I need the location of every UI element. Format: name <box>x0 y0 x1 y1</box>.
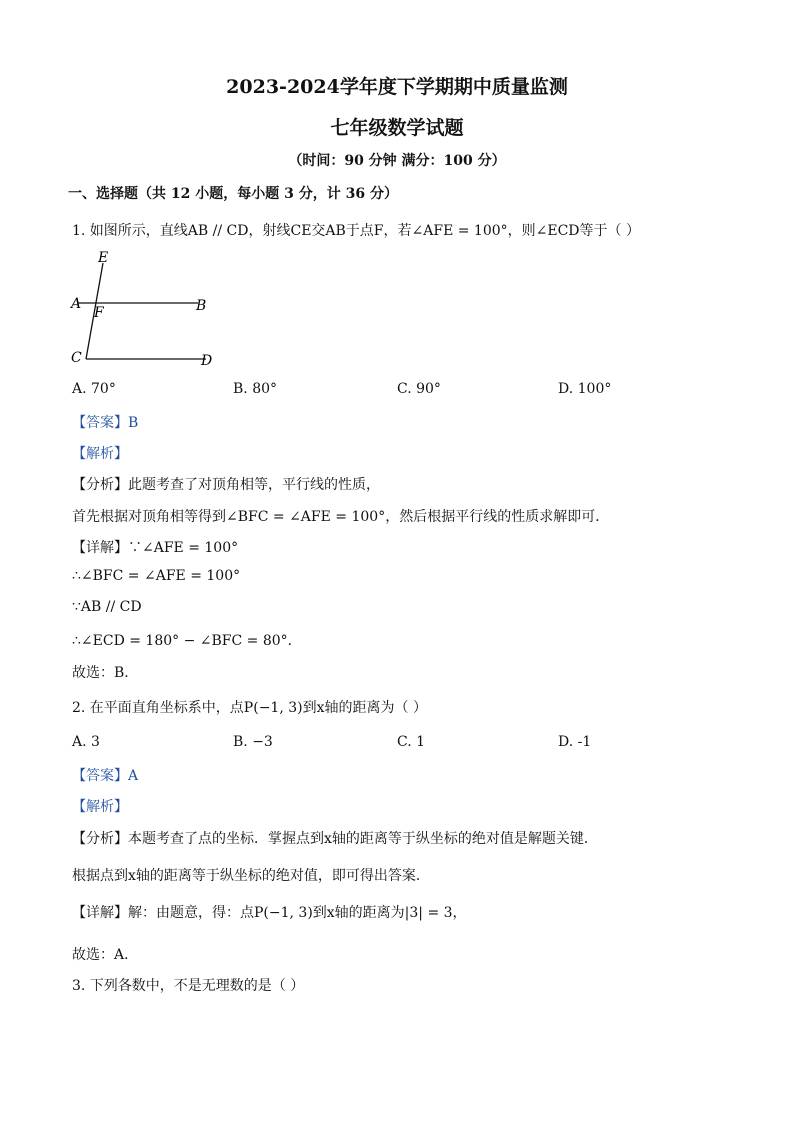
exam-subtitle: 七年级数学试题 <box>330 117 464 139</box>
q1-detail-2: ∴∠BFC = ∠AFE = 100° <box>72 568 241 584</box>
q2-choose: 故选：A． <box>72 947 139 963</box>
q2-option-d: D. -1 <box>558 734 592 750</box>
q2-analysis-tag: 【解析】 <box>72 799 128 815</box>
q3-stem: 3. 下列各数中，不是无理数的是（ ） <box>72 978 305 994</box>
label-C: C <box>71 350 82 366</box>
exam-info: （时间：90 分钟 满分：100 分） <box>288 153 506 169</box>
label-A: A <box>71 296 82 312</box>
label-D: D <box>201 353 213 369</box>
q2-option-b: B. −3 <box>233 734 273 750</box>
q2-analysis-1: 【分析】本题考查了点的坐标．掌握点到x轴的距离等于纵坐标的绝对值是解题关键． <box>72 831 598 847</box>
q1-option-a: A. 70° <box>72 381 116 397</box>
exam-title: 2023-2024学年度下学期期中质量监测 <box>226 76 568 98</box>
label-B: B <box>196 298 207 314</box>
section-heading: 一、选择题（共 12 小题，每小题 3 分，计 36 分） <box>68 186 398 202</box>
label-E: E <box>98 250 109 266</box>
q1-detail-3: ∵AB // CD <box>72 599 142 615</box>
label-F: F <box>94 305 104 321</box>
q1-detail-1: 【详解】∵∠AFE = 100° <box>72 540 239 556</box>
q1-answer: 【答案】B <box>72 415 139 431</box>
q1-option-c: C. 90° <box>397 381 441 397</box>
q1-figure <box>68 246 238 376</box>
q2-detail-1: 【详解】解：由题意，得：点P(−1, 3)到x轴的距离为|3| = 3， <box>72 905 467 921</box>
q2-option-a: A. 3 <box>72 734 100 750</box>
q1-option-d: D. 100° <box>558 381 612 397</box>
q2-option-c: C. 1 <box>397 734 426 750</box>
q1-detail-4: ∴∠ECD = 180° − ∠BFC = 80°． <box>72 633 302 649</box>
q1-choose: 故选：B． <box>72 665 139 681</box>
q1-analysis-tag: 【解析】 <box>72 446 128 462</box>
q1-stem: 1. 如图所示，直线AB // CD，射线CE交AB于点F，若∠AFE = 100°，则∠ECD等于（ ） <box>72 223 640 239</box>
q2-analysis-2: 根据点到x轴的距离等于纵坐标的绝对值，即可得出答案． <box>72 868 430 884</box>
q1-option-b: B. 80° <box>233 381 278 397</box>
q2-stem: 2. 在平面直角坐标系中，点P(−1, 3)到x轴的距离为（ ） <box>72 700 427 716</box>
q2-answer: 【答案】A <box>72 768 139 784</box>
q1-analysis-1: 【分析】此题考查了对顶角相等，平行线的性质， <box>72 477 380 493</box>
q1-analysis-2: 首先根据对顶角相等得到∠BFC = ∠AFE = 100°，然后根据平行线的性质求解即可． <box>72 509 610 525</box>
